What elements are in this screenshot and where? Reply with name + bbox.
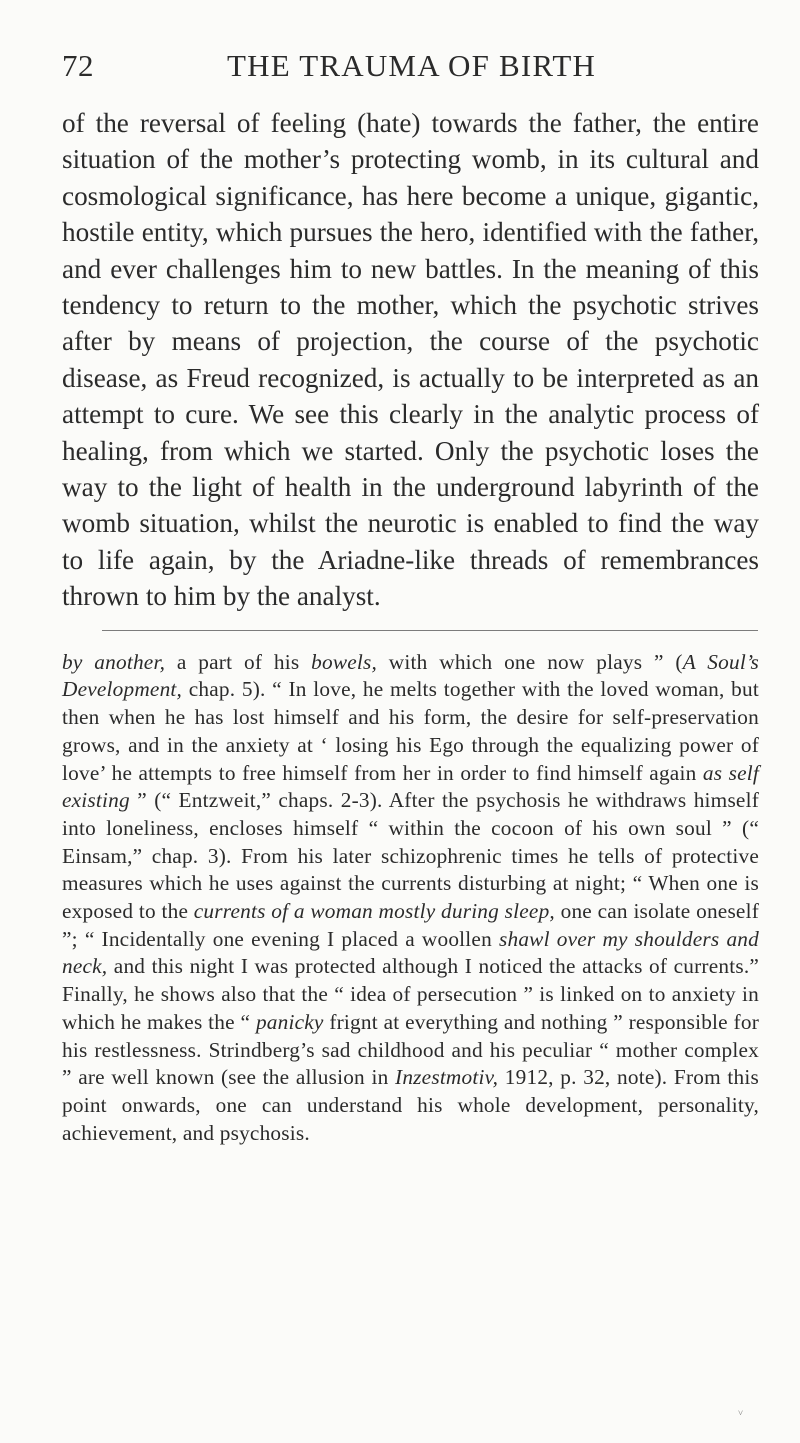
running-head: THE TRAUMA OF BIRTH (227, 48, 597, 83)
footnote-text: a part of his (165, 649, 312, 674)
footnote-text: frignt at everything and nothing ” responsible for his restlessness. Strindberg’s sad childhood and his peculiar “ mother complex ” are well known (see the allusion in (62, 1009, 759, 1090)
page-header (62, 48, 759, 88)
footnote (62, 649, 759, 1148)
footnote-text: one can isolate oneself ”; “ Incidentally one evening I placed a woollen (62, 899, 759, 951)
footnote-text: with which one now plays ” ( (377, 649, 683, 674)
footnote-italic: by another, (62, 649, 166, 674)
printer-mark: ˅ (738, 1408, 744, 1418)
footnote-italic: shawl over my shoulders and neck, (62, 926, 759, 979)
main-text (62, 105, 759, 615)
book-page (62, 48, 759, 1147)
footnote-italic: panicky (255, 1009, 324, 1034)
body-paragraph: of the reversal of feeling (hate) towards the father, the entire situation of the mother’s protecting womb, in its cultural and cosmological significance, has here become a unique, gigantic, hostile entity, which pursues the hero, identified with the father, and ever challenges him to new battles. In the meaning of this tendency to return to the mother, which the psychotic strives after by means of projection, the course of the psychotic disease, as Freud recognized, is actually to be interpreted as an attempt to cure. We see this clearly in the analytic process of healing, from which we started. Only the psychotic loses the way to the light of health in the underground labyrinth of the womb situation, whilst the neurotic is enabled to find the way to life again, by the Ariadne-like threads of remembrances thrown to him by the analyst. (62, 108, 759, 612)
footnote-text: chap. 5). “ In love, he melts together with the loved woman, but then when he has lost himself and his form, the desire for self-preservation grows, and in the anxiety at ‘ losing his Ego through the equalizing power of love’ he attempts to free himself from her in order to find himself again (62, 677, 759, 785)
footnote-text: ” (“ Entzweit,” chaps. 2-3). After the psychosis he withdraws himself into loneliness, encloses himself “ within the cocoon of his own soul ” (“ Einsam,” chap. 3). From his later schizophrenic times he tells of protective measures which he uses against the currents disturbing at night; “ When one is exposed to the (62, 788, 759, 924)
footnote-italic: bowels, (311, 649, 378, 674)
footnote-italic: currents of a woman mostly during sleep, (193, 899, 555, 924)
footnote-text: 1912, p. 32, note). From this point onwards, one can understand his whole development, personality, achievement, and psychosis. (62, 1065, 759, 1145)
footnote-italic: A Soul’s Development, (62, 649, 760, 702)
footnote-italic: Inzestmotiv, (395, 1065, 499, 1090)
footnote-paragraph (62, 649, 759, 1148)
page-number: 72 (62, 48, 94, 83)
footnote-text: and this night I was protected although I noticed the attacks of currents.” Finally, he shows also that the “ idea of persecution ” is linked on to anxiety in which he makes the “ (62, 954, 759, 1034)
footnote-separator (102, 630, 758, 631)
footnote-italic: as self existing (62, 760, 759, 813)
